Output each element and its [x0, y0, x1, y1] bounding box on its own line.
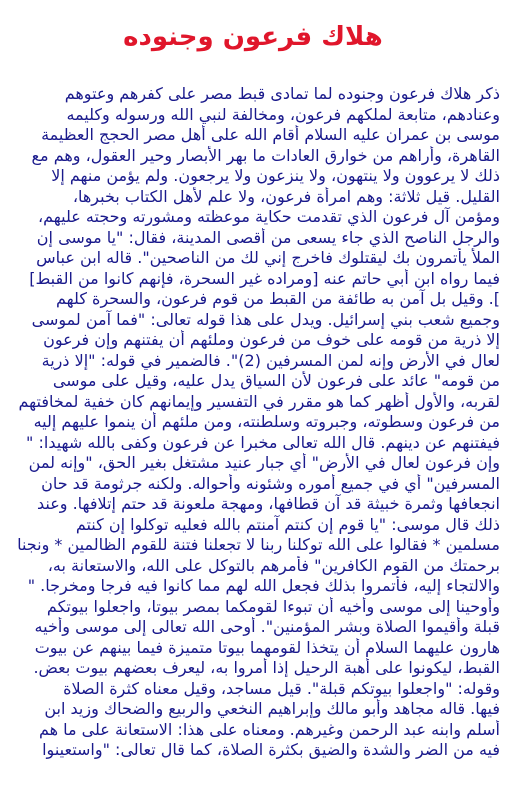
text-line: القليل. قيل ثلاثة: وهم امرأة فرعون، ولا علم لأهل الكتاب بخبرها،	[72, 186, 500, 206]
text-line: وإن فرعون لعال في الأرض" أي جبار عنيد مشتغل بغير الحق، "وإنه لمن	[28, 453, 500, 472]
text-line: ذلك قال موسى: "يا قوم إن كنتم آمنتم بالله فعليه توكلوا إن كنتم	[75, 514, 500, 534]
text-line: القبط، ليكونوا على أهبة الرحيل إذا أمروا به، ليعرف بعضهم بيوت بعض.	[33, 658, 500, 677]
text-line: ومؤمن آل فرعون الذي تقدمت حكاية موعظته ومشورته وحجته عليهم،	[37, 207, 500, 226]
text-line: من قومه" عائد على فرعون لأن السياق يدل عليه، وقيل على موسى	[52, 371, 500, 390]
text-line: مسلمين * فقالوا على الله توكلنا ربنا لا تجعلنا فتنة للقوم الظالمين * ونجنا	[17, 535, 500, 554]
text-line: وعنادهم، متابعة لملكهم فرعون، ومخالفة لنبي الله ورسوله وكليمه	[66, 104, 500, 124]
text-line: فيه من الضر والشدة والضيق بكثرة الصلاة، كما قال تعالى: "واستعينوا	[42, 740, 500, 759]
text-line: فيفتنهم عن دينهم. قال الله تعالى مخبرا عن فرعون وكفى بالله شهيدا: "	[26, 432, 500, 452]
page-title: هلاك فرعون وجنوده	[123, 22, 383, 52]
text-line: لعال في الأرض وإنه لمن المسرفين (2)". فالضمير في قوله: "إلا ذرية	[41, 350, 500, 370]
text-line: والرجل الناصح الذي جاء يسعى من أقصى المدينة، فقال: "يا موسى إن	[36, 227, 500, 247]
text-line: برحمتك من القوم الكافرين" فأمرهم بالتوكل على الله، والاستعانة به،	[47, 555, 500, 575]
text-line: فيها. قاله مجاهد وأبو مالك وإبراهيم النخعي والربيع والضحاك وزيد ابن	[44, 699, 500, 718]
text-line: المسرفين" أي في جميع أموره وشئونه وأحواله. ولكنه جرثومة قد حان	[41, 473, 500, 493]
text-line: لقربه، والأول أظهر كما هو مقرر في التفسير وإيمانهم كان خفية لمخافتهم	[18, 391, 500, 411]
text-line: ]. وقيل بل آمن به طائفة من القبط من قوم فرعون، والسحرة كلهم	[56, 289, 500, 308]
text-line: إلا ذرية من قومه على خوف من فرعون وملئهم أن يفتنهم وإن فرعون	[43, 330, 500, 349]
text-line: وجميع شعب بني إسرائيل. ويدل على هذا قوله تعالى: "فما آمن لموسى	[31, 309, 500, 329]
text-line: من فرعون وسطوته، وجبروته وسلطنته، ومن ملئهم أن ينموا عليهم إليه	[33, 412, 500, 431]
article-body	[6, 84, 500, 761]
text-line: موسى بن عمران عليه السلام أقام الله على أهل مصر الحجج العظيمة	[41, 125, 500, 144]
text-line: ذكر هلاك فرعون وجنوده لما تمادى قبط مصر على كفرهم وعتوهم	[64, 84, 500, 103]
text-line: الملأ يأتمرون بك ليقتلوك فاخرج إني لك من الناصحين". قاله ابن عباس	[36, 248, 500, 267]
text-line: انجعافها وثمرة خبيثة قد آن قطافها، ومهجة ملعونة قد حتم إتلافها. وعند	[36, 494, 500, 513]
text-line: هارون عليهما السلام أن يتخذا لقومهما بيوتا متميزة فيما بينهم عن بيوت	[34, 637, 500, 657]
text-line: والالتجاء إليه، فأتمروا بذلك فجعل الله لهم مما كانوا فيه فرجا ومخرجا. "	[27, 576, 500, 595]
text-line: وقوله: "واجعلوا بيوتكم قبلة". قيل مساجد، وقيل معناه كثرة الصلاة	[63, 678, 500, 698]
text-line: قبلة وأقيموا الصلاة وبشر المؤمنين". أوحى الله تعالى إلى موسى وأخيه	[34, 617, 500, 636]
text-line: وأوحينا إلى موسى وأخيه أن تبوءا لقومكما بمصر بيوتا، واجعلوا بيوتكم	[46, 596, 500, 616]
text-line: فيما رواه ابن أبي حاتم عنه [ومراده غير السحرة، فإنهم كانوا من القبط]	[29, 268, 500, 288]
text-line: ذلك لا يرعوون ولا ينتهون، ولا ينزعون ولا يرجعون. ولم يؤمن منهم إلا	[51, 166, 500, 185]
text-line: القاهرة، وأراهم من خوارق العادات ما بهر الأبصار وحير العقول، وهم مع	[31, 145, 500, 165]
text-line: أسلم وابنه عبد الرحمن وغيرهم. ومعناه على هذا: الاستعانة على ما هم	[38, 719, 500, 739]
